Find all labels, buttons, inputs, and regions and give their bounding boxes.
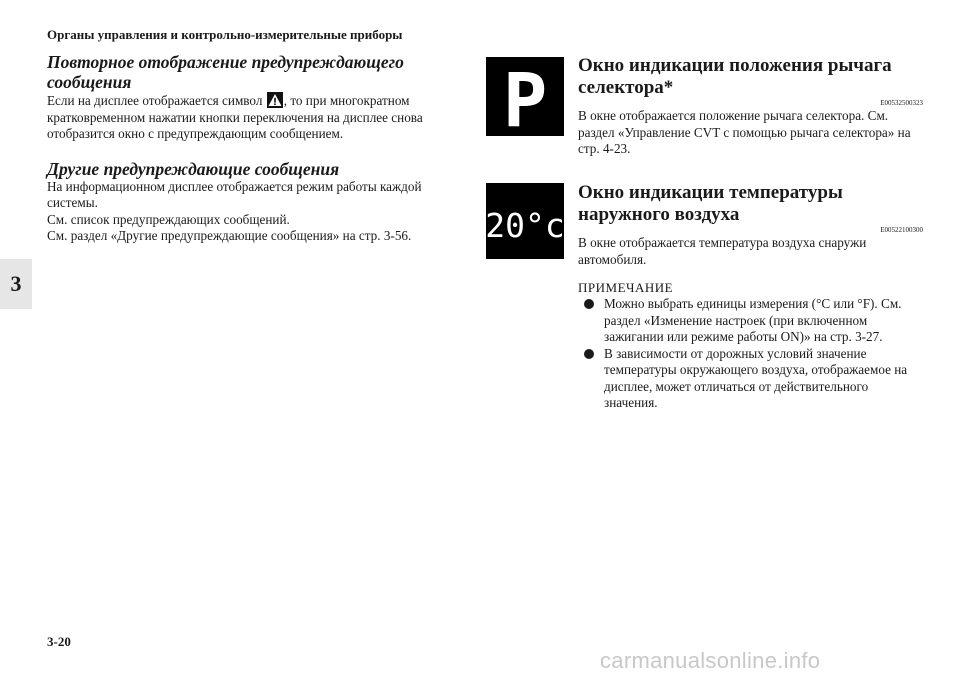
running-header: Органы управления и контрольно-измерительные приборы (47, 27, 403, 42)
left-column (47, 52, 447, 245)
watermark: carmanualsonline.info (600, 648, 821, 673)
section-text-repeat-warning: Если на дисплее отображается символ , то при многократном кратковременном нажатии кнопки переключения на дисплее снова отобразится окно с предупреждающим сообщением. (47, 93, 423, 141)
outside-temperature-display (486, 183, 564, 259)
svg-text:20°c: 20°c (486, 206, 564, 245)
svg-text:P: P (502, 58, 548, 136)
selector-text: В окне отображается положение рычага селектора. См. раздел «Управление CVT с помощью рычага селектора» на стр. 4-23. (578, 108, 911, 156)
section-heading-other-warnings: Другие предупреждающие сообщения (47, 158, 340, 179)
temperature-heading: Окно индикации температуры наружного воздуха (578, 182, 843, 225)
temperature-section (578, 182, 923, 412)
note-item: В зависимости от дорожных условий значение температуры окружающего воздуха, отображаемое на дисплее, может отличаться от действительного значения. (578, 346, 923, 412)
selector-section (578, 55, 923, 158)
reference-page-3-56: См. раздел «Другие предупреждающие сообщения» на стр. 3-56. (47, 228, 412, 243)
reference-list-warnings: См. список предупреждающих сообщений. (47, 211, 290, 227)
temperature-readout (486, 183, 564, 259)
temperature-text: В окне отображается температура воздуха снаружи автомобиля. (578, 235, 867, 267)
warning-triangle-icon (267, 92, 283, 108)
section-text-other-warnings: На информационном дисплее отображается режим работы каждой системы. (47, 178, 422, 210)
selector-heading: Окно индикации положения рычага селектора* (578, 55, 892, 98)
note-item: Можно выбрать единицы измерения (°C или °F). См. раздел «Изменение настроек (при включенном зажигании или режиме работы ON)» на стр. 3-27. (578, 296, 923, 346)
gear-p-glyph (486, 57, 564, 136)
section-heading-repeat-warning: Повторное отображение предупреждающего сообщения (47, 52, 404, 92)
note-block (578, 280, 923, 412)
chapter-tab: 3 (0, 259, 32, 309)
bullet-icon (584, 299, 594, 309)
page-number: 3-20 (47, 634, 71, 649)
temperature-doc-code: E00522100300 (880, 226, 923, 234)
selector-position-display (486, 57, 564, 136)
selector-doc-code: E00532500323 (880, 99, 923, 107)
note-heading: ПРИМЕЧАНИЕ (578, 280, 674, 295)
bullet-icon (584, 349, 594, 359)
